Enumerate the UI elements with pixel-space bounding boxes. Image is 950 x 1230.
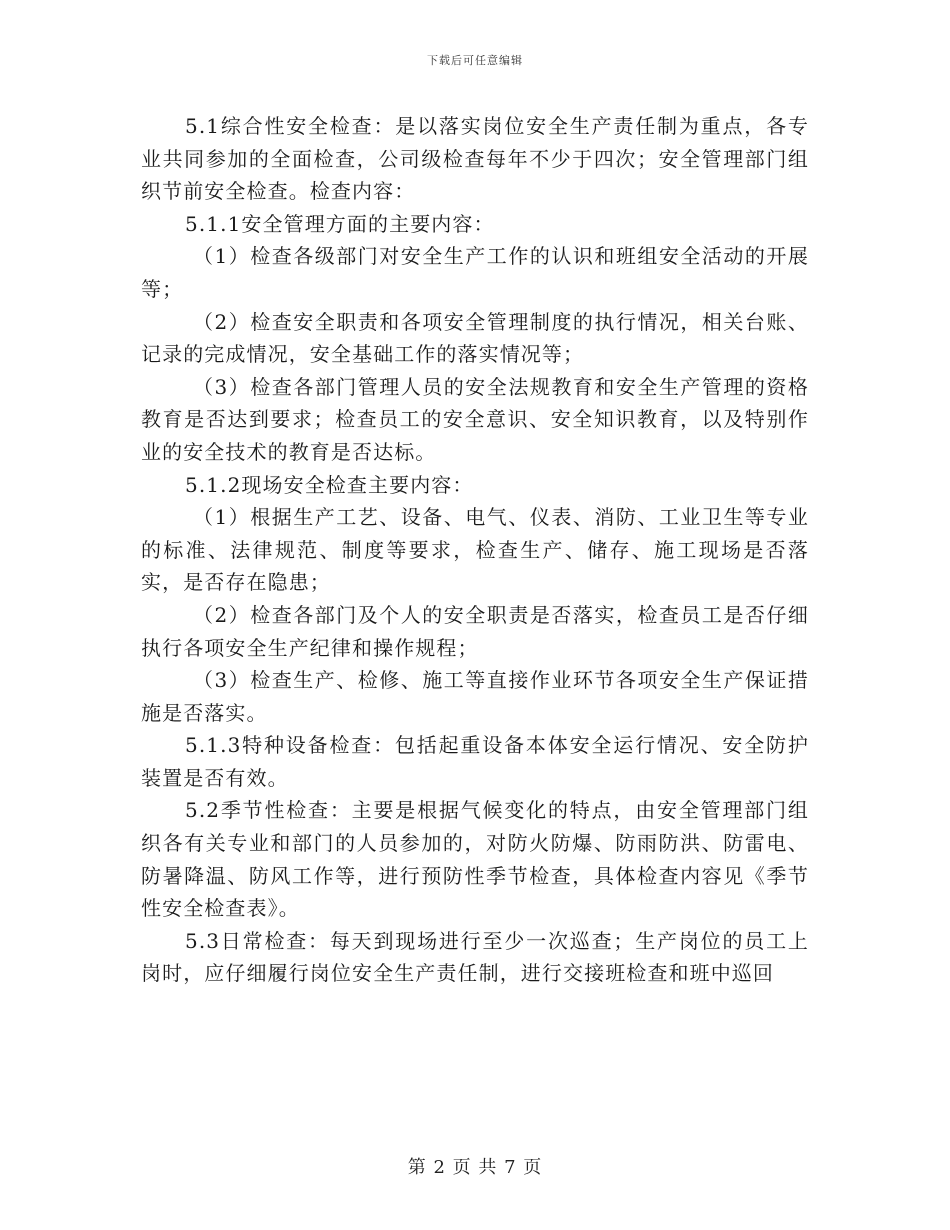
paragraph-5-3: 5.3日常检查：每天到现场进行至少一次巡查；生产岗位的员工上岗时，应仔细履行岗位安全生产责任制，进行交接班检查和班中巡回 [141,928,809,986]
paragraph-5-1-1-item-2: （2）检查安全职责和各项安全管理制度的执行情况，相关台账、记录的完成情况，安全基础工作的落实情况等； [141,309,809,367]
paragraph-5-1-1-item-3: （3）检查各部门管理人员的安全法规教育和安全生产管理的资格教育是否达到要求；检查员工的安全意识、安全知识教育，以及特别作业的安全技术的教育是否达标。 [141,374,809,464]
paragraph-5-1-2-item-3: （3）检查生产、检修、施工等直接作业环节各项安全生产保证措施是否落实。 [141,668,809,725]
paragraph-5-1: 5.1综合性安全检查：是以落实岗位安全生产责任制为重点，各专业共同参加的全面检查，公司级检查每年不少于四次；安全管理部门组织节前安全检查。检查内容： [141,114,809,204]
paragraph-5-1-2-item-2: （2）检查各部门及个人的安全职责是否落实，检查员工是否仔细执行各项安全生产纪律和操作规程； [141,602,809,660]
page-header: 下载后可任意编辑 [427,54,523,67]
paragraph-5-1-1: 5.1.1安全管理方面的主要内容： [185,211,495,236]
paragraph-5-1-2: 5.1.2现场安全检查主要内容： [185,472,474,497]
document-body [141,110,809,990]
page-number-footer: 第 2 页 共 7 页 [407,1157,543,1178]
paragraph-5-2: 5.2季节性检查：主要是根据气候变化的特点，由安全管理部门组织各有关专业和部门的人员参加的，对防火防爆、防雨防洪、防雷电、防暑降温、防风工作等，进行预防性季节检查，具体检查内容见《季节性安全检查表》。 [141,798,809,921]
paragraph-5-1-1-item-1: （1）检查各级部门对安全生产工作的认识和班组安全活动的开展等； [141,244,809,301]
paragraph-5-1-3: 5.1.3特种设备检查：包括起重设备本体安全运行情况、安全防护装置是否有效。 [141,733,809,790]
paragraph-5-1-2-item-1: （1）根据生产工艺、设备、电气、仪表、消防、工业卫生等专业的标准、法律规范、制度等要求，检查生产、储存、施工现场是否落实，是否存在隐患； [141,505,809,595]
